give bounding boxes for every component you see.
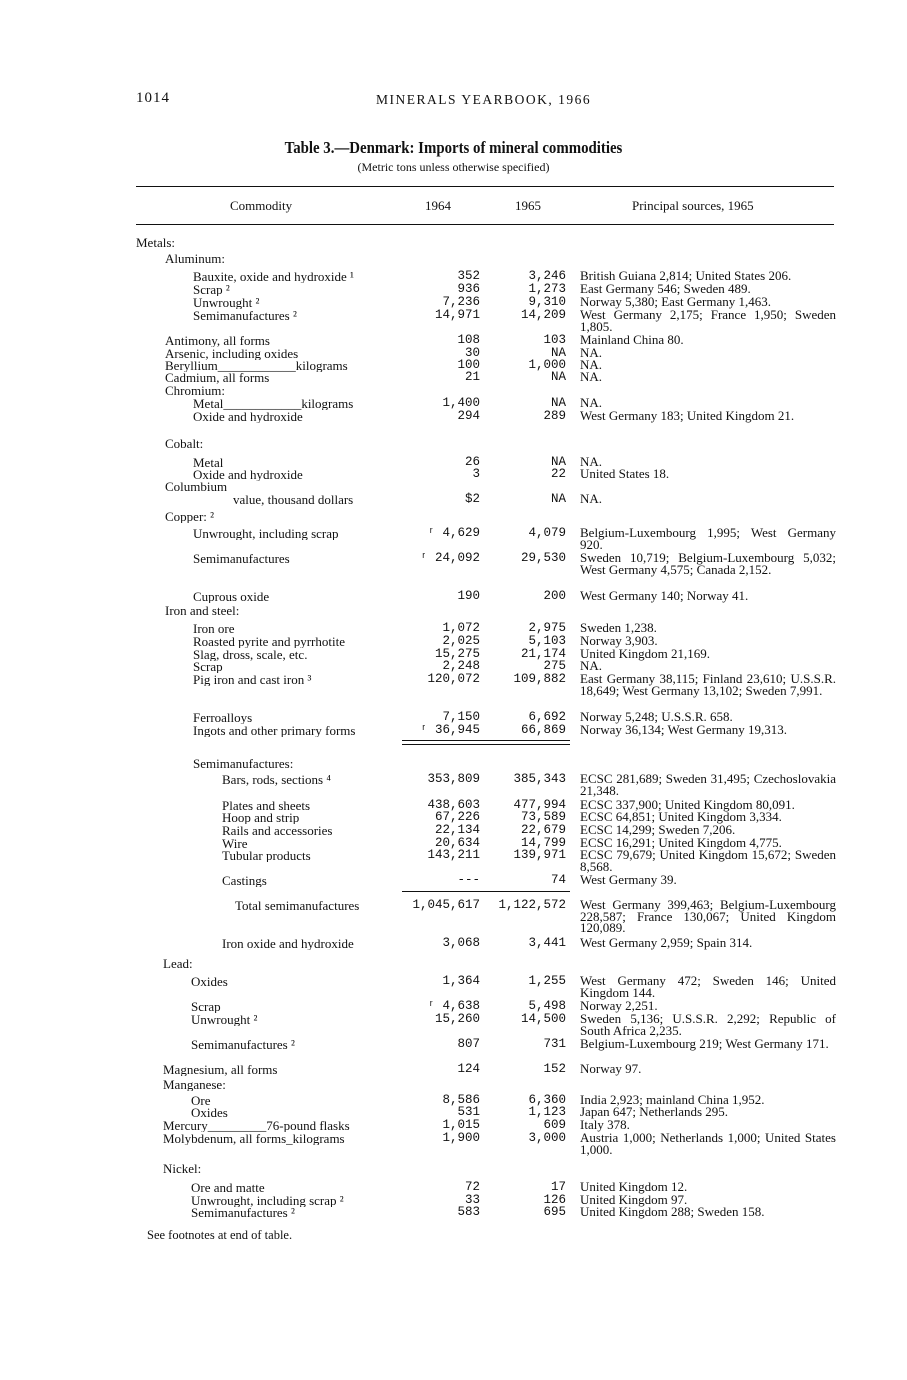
value-1964: 22,134 xyxy=(434,823,480,837)
value-1964: 67,226 xyxy=(434,810,480,824)
row-label: Antimony, all forms xyxy=(165,334,270,347)
table-row xyxy=(0,957,907,970)
principal-sources: Japan 647; Netherlands 295. xyxy=(580,1104,729,1119)
table-row xyxy=(0,493,907,506)
running-title: MINERALS YEARBOOK, 1966 xyxy=(376,92,592,107)
value-1964: 14,971 xyxy=(434,308,480,322)
value-1965: 1,123 xyxy=(528,1105,566,1119)
value-1965: 109,882 xyxy=(513,672,566,686)
value-1964: 20,634 xyxy=(434,836,480,850)
row-label: Wire xyxy=(222,837,248,850)
table-row xyxy=(0,724,907,737)
principal-sources: United States 18. xyxy=(580,466,670,481)
value-1964: ʳ 36,945 xyxy=(419,723,480,737)
value-1964: 438,603 xyxy=(427,798,480,812)
row-label: Iron oxide and hydroxide xyxy=(222,937,354,950)
value-1965: 3,246 xyxy=(528,269,566,283)
value-1964: 583 xyxy=(457,1205,480,1219)
total-rule xyxy=(402,891,570,892)
value-1965: 1,122,572 xyxy=(498,898,566,912)
value-1964: 1,400 xyxy=(442,396,480,410)
value-1965: NA xyxy=(550,455,566,469)
principal-sources: ECSC 337,900; United Kingdom 80,091. xyxy=(580,797,795,812)
row-label: Hoop and strip xyxy=(222,811,300,824)
principal-sources: NA. xyxy=(580,357,603,372)
value-1964: 26 xyxy=(464,455,480,469)
value-1964: --- xyxy=(457,873,480,887)
row-label: Slag, dross, scale, etc. xyxy=(193,648,308,661)
principal-sources: India 2,923; mainland China 1,952. xyxy=(580,1092,765,1107)
table-row xyxy=(0,897,907,935)
page-number: 1014 xyxy=(136,90,170,106)
row-label: Semimanufactures xyxy=(193,552,290,565)
table-row xyxy=(0,771,907,798)
value-1965: 17 xyxy=(550,1180,566,1194)
row-label: Ingots and other primary forms xyxy=(193,724,356,737)
value-1965: 695 xyxy=(543,1205,566,1219)
value-1965: 731 xyxy=(543,1037,566,1051)
principal-sources: Sweden 1,238. xyxy=(580,620,657,635)
principal-sources: Belgium-Luxembourg 219; West Germany 171. xyxy=(580,1036,829,1051)
row-label: Bars, rods, sections ⁴ xyxy=(222,773,331,786)
table-row xyxy=(0,480,907,493)
value-1965: 66,869 xyxy=(520,723,566,737)
value-1965: 14,209 xyxy=(520,308,566,322)
value-1965: 22 xyxy=(550,467,566,481)
value-1964: 21 xyxy=(464,370,480,384)
row-label: Tubular products xyxy=(222,849,311,862)
row-label: Bauxite, oxide and hydroxide ¹ xyxy=(193,270,354,283)
value-1964: 7,150 xyxy=(442,710,480,724)
table-row xyxy=(0,1162,907,1175)
column-header-commodity: Commodity xyxy=(230,198,293,213)
value-1965: 4,079 xyxy=(528,526,566,540)
value-1964: 531 xyxy=(457,1105,480,1119)
row-label: Cuprous oxide xyxy=(193,590,270,603)
value-1964: 1,045,617 xyxy=(412,898,480,912)
value-1965: 14,500 xyxy=(520,1012,566,1026)
principal-sources: Sweden 10,719; Belgium-Luxembourg 5,032; West Germany 4,575; Canada 2,152. xyxy=(580,550,836,577)
row-label: Mercury_________76-pound flasks xyxy=(163,1119,350,1132)
value-1964: 72 xyxy=(464,1180,480,1194)
principal-sources: NA. xyxy=(580,345,603,360)
value-1965: 275 xyxy=(543,659,566,673)
principal-sources: British Guiana 2,814; United States 206. xyxy=(580,268,792,283)
value-1965: 74 xyxy=(550,873,566,887)
table-row xyxy=(0,510,907,523)
row-label: Semimanufactures ² xyxy=(191,1038,295,1051)
row-label: value, thousand dollars xyxy=(233,493,354,506)
row-label: Molybdenum, all forms_kilograms xyxy=(163,1132,345,1145)
table-row xyxy=(0,1011,907,1038)
row-label: Cobalt: xyxy=(165,437,204,450)
principal-sources: NA. xyxy=(580,491,603,506)
value-1964: 15,275 xyxy=(434,647,480,661)
value-1964: 8,586 xyxy=(442,1093,480,1107)
value-1964: 3 xyxy=(472,467,480,481)
principal-sources: West Germany 39. xyxy=(580,872,677,887)
double-rule xyxy=(402,740,570,745)
value-1965: 9,310 xyxy=(528,295,566,309)
row-label: Unwrought, including scrap xyxy=(193,527,339,540)
value-1965: 477,994 xyxy=(513,798,566,812)
table-row xyxy=(0,671,907,698)
row-label: Columbium xyxy=(165,480,228,493)
row-label: Nickel: xyxy=(163,1162,202,1175)
principal-sources: United Kingdom 288; Sweden 158. xyxy=(580,1204,765,1219)
value-1964: 120,072 xyxy=(427,672,480,686)
principal-sources: Norway 3,903. xyxy=(580,633,658,648)
principal-sources: United Kingdom 21,169. xyxy=(580,646,710,661)
value-1964: 1,015 xyxy=(442,1118,480,1132)
principal-sources: Norway 97. xyxy=(580,1061,642,1076)
value-1965: 152 xyxy=(543,1062,566,1076)
table-row xyxy=(0,550,907,577)
principal-sources: ECSC 64,851; United Kingdom 3,334. xyxy=(580,809,782,824)
value-1965: 3,441 xyxy=(528,936,566,950)
row-label: Semimanufactures ² xyxy=(193,309,297,322)
table-row xyxy=(0,1063,907,1076)
principal-sources: United Kingdom 97. xyxy=(580,1192,688,1207)
value-1965: NA xyxy=(550,346,566,360)
row-label: Unwrought, including scrap ² xyxy=(191,1194,344,1207)
table-subtitle: (Metric tons unless otherwise specified) xyxy=(357,160,550,174)
row-label: Pig iron and cast iron ³ xyxy=(193,673,312,686)
table-row xyxy=(0,757,907,770)
row-label: Ore and matte xyxy=(191,1181,265,1194)
value-1964: ʳ 4,638 xyxy=(427,999,480,1013)
principal-sources: West Germany 2,175; France 1,950; Sweden 1,805. xyxy=(580,307,836,334)
value-1965: 385,343 xyxy=(513,772,566,786)
value-1965: 5,498 xyxy=(528,999,566,1013)
value-1964: ʳ 4,629 xyxy=(427,526,480,540)
value-1965: 139,971 xyxy=(513,848,566,862)
principal-sources: West Germany 183; United Kingdom 21. xyxy=(580,408,795,423)
value-1965: 2,975 xyxy=(528,621,566,635)
principal-sources: ECSC 79,679; United Kingdom 15,672; Sweden 8,568. xyxy=(580,847,836,874)
row-label: Cadmium, all forms xyxy=(165,371,270,384)
table-row xyxy=(0,1130,907,1157)
row-label: Oxide and hydroxide xyxy=(193,468,303,481)
table-row xyxy=(0,1206,907,1219)
row-label: Oxides xyxy=(191,1106,228,1119)
value-1964: 1,072 xyxy=(442,621,480,635)
principal-sources: ECSC 14,299; Sweden 7,206. xyxy=(580,822,736,837)
value-1965: NA xyxy=(550,492,566,506)
principal-sources: Belgium-Luxembourg 1,995; West Germany 920. xyxy=(580,525,836,552)
table-row xyxy=(0,410,907,423)
value-1964: 936 xyxy=(457,282,480,296)
row-label: Oxides xyxy=(191,975,228,988)
value-1964: 100 xyxy=(457,358,480,372)
row-label: Rails and accessories xyxy=(222,824,333,837)
principal-sources: Italy 378. xyxy=(580,1117,630,1132)
principal-sources: East Germany 38,115; Finland 23,610; U.S.S.R. 18,649; West Germany 13,102; Sweden 7,991. xyxy=(580,671,836,698)
value-1964: 3,068 xyxy=(442,936,480,950)
value-1964: 33 xyxy=(464,1193,480,1207)
table-row xyxy=(0,252,907,265)
table-row xyxy=(0,371,907,384)
value-1965: 3,000 xyxy=(528,1131,566,1145)
row-label: Total semimanufactures xyxy=(235,899,360,912)
table-title: Table 3.—Denmark: Imports of mineral commodities xyxy=(284,138,623,157)
value-1964: 30 xyxy=(464,346,480,360)
top-rule xyxy=(136,186,834,187)
row-label: Magnesium, all forms xyxy=(163,1063,278,1076)
value-1965: 5,103 xyxy=(528,634,566,648)
row-label: Aluminum: xyxy=(165,252,225,265)
principal-sources: Norway 2,251. xyxy=(580,998,658,1013)
row-label: Manganese: xyxy=(163,1078,226,1091)
value-1965: 21,174 xyxy=(520,647,566,661)
column-header-1964: 1964 xyxy=(425,198,451,213)
principal-sources: NA. xyxy=(580,454,603,469)
value-1965: 126 xyxy=(543,1193,566,1207)
table-row xyxy=(0,847,907,874)
table-row xyxy=(0,270,907,283)
principal-sources: NA. xyxy=(580,395,603,410)
row-label: Metal____________kilograms xyxy=(193,397,354,410)
table-row xyxy=(0,590,907,603)
value-1964: 15,260 xyxy=(434,1012,480,1026)
row-label: Chromium: xyxy=(165,384,225,397)
table-row xyxy=(0,307,907,334)
value-1965: NA xyxy=(550,370,566,384)
table-row xyxy=(0,1078,907,1091)
footnote: See footnotes at end of table. xyxy=(147,1228,293,1242)
value-1964: 352 xyxy=(457,269,480,283)
principal-sources: Norway 5,248; U.S.S.R. 658. xyxy=(580,709,733,724)
row-label: Scrap ² xyxy=(193,283,230,296)
column-header-sources: Principal sources, 1965 xyxy=(632,198,754,213)
principal-sources: West Germany 472; Sweden 146; United Kingdom 144. xyxy=(580,973,836,1000)
value-1965: 22,679 xyxy=(520,823,566,837)
value-1964: $2 xyxy=(464,492,480,506)
row-label: Roasted pyrite and pyrrhotite xyxy=(193,635,345,648)
principal-sources: ECSC 281,689; Sweden 31,495; Czechoslovakia 21,348. xyxy=(580,771,836,798)
value-1964: 190 xyxy=(457,589,480,603)
principal-sources: United Kingdom 12. xyxy=(580,1179,688,1194)
principal-sources: ECSC 16,291; United Kingdom 4,775. xyxy=(580,835,782,850)
row-label: Lead: xyxy=(163,957,193,970)
value-1965: 1,255 xyxy=(528,974,566,988)
principal-sources: Austria 1,000; Netherlands 1,000; United States 1,000. xyxy=(580,1130,836,1157)
table-row xyxy=(0,604,907,617)
principal-sources: NA. xyxy=(580,369,603,384)
row-label: Metals: xyxy=(136,236,175,249)
value-1965: 289 xyxy=(543,409,566,423)
principal-sources: Sweden 5,136; U.S.S.R. 2,292; Republic of South Africa 2,235. xyxy=(580,1011,836,1038)
row-label: Ore xyxy=(191,1094,211,1107)
column-header-1965: 1965 xyxy=(515,198,541,213)
row-label: Metal xyxy=(193,456,224,469)
value-1965: 29,530 xyxy=(520,551,566,565)
value-1965: 103 xyxy=(543,333,566,347)
value-1964: ʳ 24,092 xyxy=(419,551,480,565)
value-1965: 1,000 xyxy=(528,358,566,372)
row-label: Beryllium____________kilograms xyxy=(165,359,348,372)
table-row xyxy=(0,874,907,887)
row-label: Unwrought ² xyxy=(191,1013,258,1026)
principal-sources: West Germany 140; Norway 41. xyxy=(580,588,749,603)
row-label: Semimanufactures ² xyxy=(191,1206,295,1219)
table-row xyxy=(0,236,907,249)
principal-sources: NA. xyxy=(580,658,603,673)
table-row xyxy=(0,525,907,552)
value-1964: 2,025 xyxy=(442,634,480,648)
row-label: Scrap xyxy=(193,660,223,673)
value-1965: 6,360 xyxy=(528,1093,566,1107)
row-label: Oxide and hydroxide xyxy=(193,410,303,423)
value-1965: 14,799 xyxy=(520,836,566,850)
value-1964: 1,900 xyxy=(442,1131,480,1145)
table-row xyxy=(0,1038,907,1051)
row-label: Iron and steel: xyxy=(165,604,240,617)
table-row xyxy=(0,1181,907,1194)
row-label: Scrap xyxy=(191,1000,221,1013)
value-1965: 1,273 xyxy=(528,282,566,296)
row-label: Castings xyxy=(222,874,267,887)
value-1965: 6,692 xyxy=(528,710,566,724)
row-label: Arsenic, including oxides xyxy=(165,347,299,360)
value-1964: 7,236 xyxy=(442,295,480,309)
header-rule xyxy=(136,224,834,225)
row-label: Iron ore xyxy=(193,622,235,635)
principal-sources: West Germany 2,959; Spain 314. xyxy=(580,935,753,950)
value-1964: 143,211 xyxy=(427,848,480,862)
row-label: Semimanufactures: xyxy=(193,757,294,770)
principal-sources: Norway 5,380; East Germany 1,463. xyxy=(580,294,771,309)
row-label: Ferroalloys xyxy=(193,711,253,724)
value-1965: 73,589 xyxy=(520,810,566,824)
row-label: Plates and sheets xyxy=(222,799,311,812)
principal-sources: East Germany 546; Sweden 489. xyxy=(580,281,751,296)
principal-sources: Norway 36,134; West Germany 19,313. xyxy=(580,722,788,737)
value-1964: 1,364 xyxy=(442,974,480,988)
value-1965: 200 xyxy=(543,589,566,603)
principal-sources: West Germany 399,463; Belgium-Luxembourg 228,587; France 130,067; United Kingdom 120,089. xyxy=(580,897,836,935)
value-1964: 124 xyxy=(457,1062,480,1076)
table-row xyxy=(0,937,907,950)
value-1964: 2,248 xyxy=(442,659,480,673)
value-1964: 353,809 xyxy=(427,772,480,786)
table-row xyxy=(0,334,907,347)
value-1965: 609 xyxy=(543,1118,566,1132)
value-1964: 807 xyxy=(457,1037,480,1051)
value-1965: NA xyxy=(550,396,566,410)
row-label: Unwrought ² xyxy=(193,296,260,309)
value-1964: 108 xyxy=(457,333,480,347)
table-row xyxy=(0,973,907,1000)
row-label: Copper: ² xyxy=(165,510,215,523)
table-row xyxy=(0,437,907,450)
value-1964: 294 xyxy=(457,409,480,423)
principal-sources: Mainland China 80. xyxy=(580,332,684,347)
